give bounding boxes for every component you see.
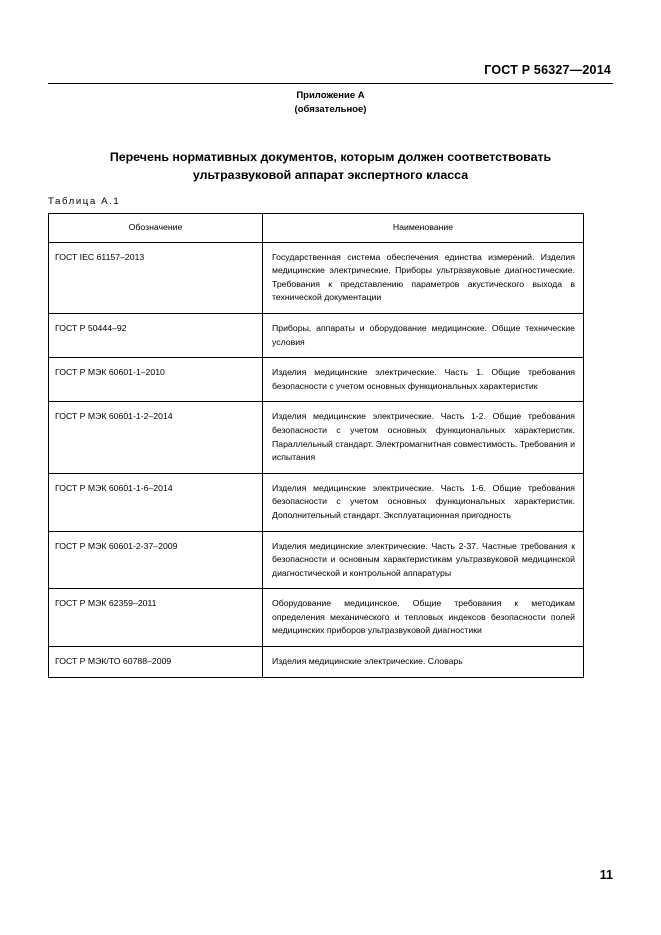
cell-name: Изделия медицинские электрические. Часть 1-6. Общие требования безопасности с учетом основных функциональных характеристик. Дополнительный стандарт. Эксплуатационная пригодность [263, 473, 584, 531]
annex-type: (обязательное) [294, 104, 367, 115]
cell-name: Изделия медицинские электрические. Часть 1. Общие требования безопасности с учетом основных функциональных характеристик [263, 358, 584, 402]
page-title [60, 148, 601, 184]
table-row [49, 402, 584, 473]
cell-designation: ГОСТ Р МЭК 60601-1–2010 [49, 358, 263, 402]
table-row [49, 589, 584, 647]
annex-heading [0, 89, 661, 117]
table-row [49, 531, 584, 589]
document-header-standard-number: ГОСТ Р 56327—2014 [484, 63, 611, 77]
cell-designation: ГОСТ Р МЭК/ТО 60788–2009 [49, 647, 263, 678]
page-title-line1: Перечень нормативных документов, которым должен соответствовать [109, 150, 552, 164]
table-row [49, 473, 584, 531]
table-caption: Таблица А.1 [48, 196, 121, 207]
cell-name: Изделия медицинские электрические. Словарь [263, 647, 584, 678]
cell-name: Приборы, аппараты и оборудование медицинские. Общие технические условия [263, 313, 584, 357]
header-divider [48, 83, 613, 84]
cell-designation: ГОСТ Р МЭК 60601-2-37–2009 [49, 531, 263, 589]
page-number: 11 [599, 868, 613, 882]
cell-name: Изделия медицинские электрические. Часть 2-37. Частные требования к безопасности и основным характеристикам ультразвуковой медицинской диагностической и контрольной аппаратуры [263, 531, 584, 589]
column-header-designation: Обозначение [49, 214, 263, 243]
cell-designation: ГОСТ Р МЭК 60601-1-2–2014 [49, 402, 263, 473]
cell-name: Изделия медицинские электрические. Часть 1-2. Общие требования безопасности с учетом основных функциональных характеристик. Параллельный стандарт. Электромагнитная совместимость. Требования и испытания [263, 402, 584, 473]
table-row [49, 313, 584, 357]
cell-name: Государственная система обеспечения единства измерений. Изделия медицинские электрические. Приборы ультразвуковые диагностические. Требования к представлению параметров акустического выхода в технической документации [263, 242, 584, 313]
cell-designation: ГОСТ Р МЭК 62359–2011 [49, 589, 263, 647]
cell-name: Оборудование медицинское. Общие требования к методикам определения механического и тепловых индексов безопасности полей медицинских приборов ультразвуковой диагностики [263, 589, 584, 647]
page-title-line2: ультразвуковой аппарат экспертного класса [192, 168, 469, 182]
table-row [49, 358, 584, 402]
annex-label: Приложение А [296, 90, 365, 101]
column-header-name: Наименование [263, 214, 584, 243]
cell-designation: ГОСТ IEC 61157–2013 [49, 242, 263, 313]
table-row [49, 647, 584, 678]
table-header-row [49, 214, 584, 243]
table-row [49, 242, 584, 313]
standards-table [48, 213, 584, 678]
cell-designation: ГОСТ Р 50444–92 [49, 313, 263, 357]
cell-designation: ГОСТ Р МЭК 60601-1-6–2014 [49, 473, 263, 531]
